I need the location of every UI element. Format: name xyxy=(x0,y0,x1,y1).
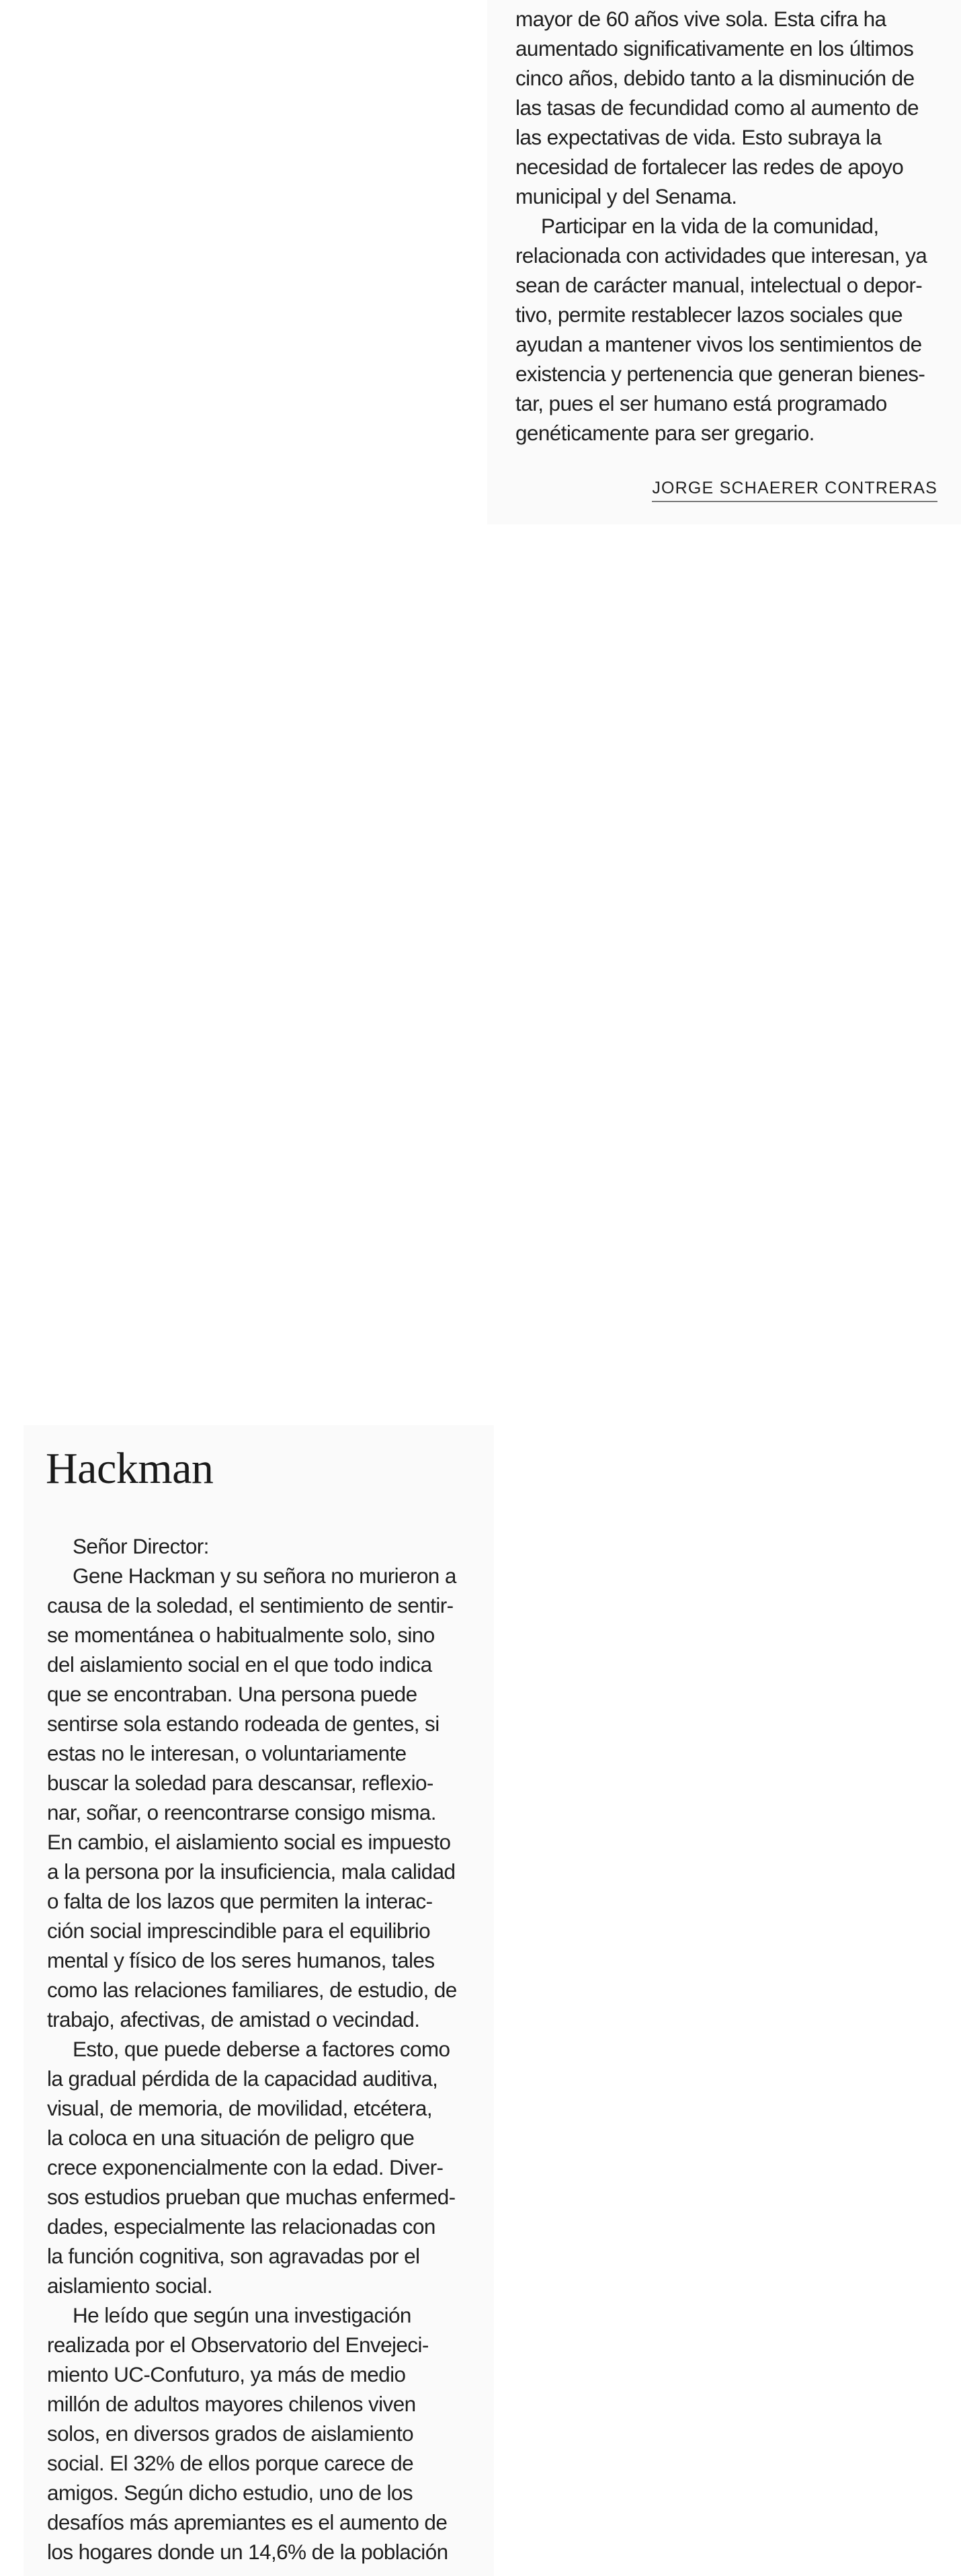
text-line: ción social imprescindible para el equilibrio xyxy=(47,1919,431,1943)
text-line: visual, de memoria, de movilidad, etcétera, xyxy=(47,2096,432,2120)
text-line: miento UC-Confuturo, ya más de medio xyxy=(47,2362,406,2386)
text-line: trabajo, afectivas, de amistad o vecindad. xyxy=(47,2007,420,2031)
text-line: necesidad de fortalecer las redes de apoyo xyxy=(515,155,904,179)
text-line: que se encontraban. Una persona puede xyxy=(47,1682,417,1706)
text-line: solos, en diversos grados de aislamiento xyxy=(47,2421,414,2446)
text-line: los hogares donde un 14,6% de la población xyxy=(47,2540,448,2564)
text-line: mental y físico de los seres humanos, tales xyxy=(47,1948,435,1972)
text-line: del aislamiento social en el que todo indica xyxy=(47,1652,432,1677)
text-line: municipal y del Senama. xyxy=(515,184,737,208)
text-line: sentirse sola estando rodeada de gentes, si xyxy=(47,1712,440,1736)
paragraph-start-line: Esto, que puede deberse a factores como xyxy=(73,2037,450,2061)
letter-continuation-body xyxy=(515,4,946,448)
text-line: como las relaciones familiares, de estudio, de xyxy=(47,1978,457,2002)
text-line: se momentánea o habitualmente solo, sino xyxy=(47,1623,435,1647)
text-line: amigos. Según dicho estudio, uno de los xyxy=(47,2481,413,2505)
hackman-letter-column xyxy=(24,1425,494,2576)
text-line: la coloca en una situación de peligro que xyxy=(47,2126,415,2150)
paragraph-start-line: Participar en la vida de la comunidad, xyxy=(541,214,879,238)
text-line: sean de carácter manual, intelectual o depor- xyxy=(515,273,923,297)
text-line: genéticamente para ser gregario. xyxy=(515,421,814,445)
text-line: mayor de 60 años vive sola. Esta cifra ha xyxy=(515,7,886,31)
letter-body xyxy=(47,1531,477,2567)
text-line: causa de la soledad, el sentimiento de sentir- xyxy=(47,1593,454,1617)
text-line: ayudan a mantener vivos los sentimientos de xyxy=(515,332,922,356)
text-line: buscar la soledad para descansar, reflexio- xyxy=(47,1771,433,1795)
text-line: la función cognitiva, son agravadas por el xyxy=(47,2244,420,2268)
text-line: tar, pues el ser humano está programado xyxy=(515,391,887,415)
letter-continuation-column xyxy=(487,0,961,524)
text-line: sos estudios prueban que muchas enfermed- xyxy=(47,2185,456,2209)
text-line: aislamiento social. xyxy=(47,2273,212,2298)
text-line: desafíos más apremiantes es el aumento de xyxy=(47,2510,448,2534)
text-line: tivo, permite restablecer lazos sociales que xyxy=(515,303,903,327)
text-line: o falta de los lazos que permiten la interac- xyxy=(47,1889,433,1913)
paragraph-start-line: Gene Hackman y su señora no murieron a xyxy=(73,1564,456,1588)
text-line: realizada por el Observatorio del Envejeci- xyxy=(47,2333,429,2357)
text-line: relacionada con actividades que interesan, ya xyxy=(515,243,927,268)
text-line: cinco años, debido tanto a la disminución de xyxy=(515,66,915,90)
text-line: la gradual pérdida de la capacidad auditiva, xyxy=(47,2066,438,2091)
text-line: las expectativas de vida. Esto subraya la xyxy=(515,125,882,149)
text-line: las tasas de fecundidad como al aumento de xyxy=(515,95,919,120)
text-line: estas no le interesan, o voluntariamente xyxy=(47,1741,407,1765)
text-line: dades, especialmente las relacionadas con xyxy=(47,2214,435,2239)
text-line: crece exponencialmente con la edad. Diver- xyxy=(47,2155,444,2179)
paragraph-start-line: He leído que según una investigación xyxy=(73,2303,411,2327)
author-signature: JORGE SCHAERER CONTRERAS xyxy=(652,479,937,502)
text-line: millón de adultos mayores chilenos viven xyxy=(47,2392,416,2416)
text-line: a la persona por la insuficiencia, mala calidad xyxy=(47,1859,456,1884)
text-line: En cambio, el aislamiento social es impuesto xyxy=(47,1830,451,1854)
text-line: social. El 32% de ellos porque carece de xyxy=(47,2451,414,2475)
text-line: nar, soñar, o reencontrarse consigo misma. xyxy=(47,1800,436,1824)
text-line: existencia y pertenencia que generan bienes- xyxy=(515,362,925,386)
letter-headline: Hackman xyxy=(46,1444,214,1493)
salutation: Señor Director: xyxy=(73,1534,209,1558)
text-line: aumentado significativamente en los últimos xyxy=(515,36,914,61)
